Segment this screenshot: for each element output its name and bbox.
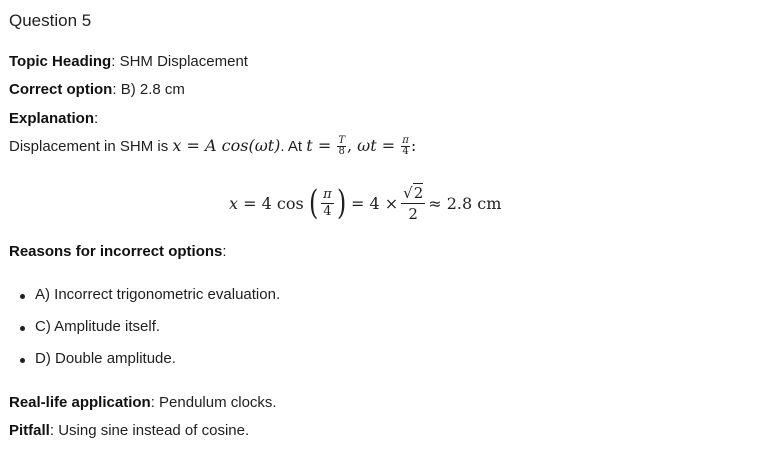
pitfall-line <box>9 421 249 441</box>
fraction-sqrt2-over-2: $\frac{√2}{2}$ <box>403 183 424 223</box>
application-separator: : <box>150 394 160 411</box>
explanation-text <box>9 136 416 157</box>
inline-equation-time: t = $\frac{T}{8}$ , ωt = $\frac{\pi}{4}$ : <box>306 135 417 157</box>
topic-value: SHM Displacement <box>119 53 248 70</box>
explanation-label: Explanation <box>9 110 95 127</box>
fraction-pi-over-4-display: $\frac{\pi}{4}$ <box>323 186 332 219</box>
reasons-heading <box>9 242 227 262</box>
correct-option-label: Correct option <box>9 81 113 98</box>
reasons-colon: : <box>222 243 227 260</box>
reasons-label: Reasons for incorrect options <box>9 243 223 260</box>
correct-option-value: B) 2.8 cm <box>120 81 185 98</box>
application-value: Pendulum clocks. <box>159 394 277 411</box>
explanation-prefix: Displacement in SHM is <box>9 138 169 155</box>
application-line <box>9 393 277 413</box>
right-paren: ) <box>336 183 346 223</box>
fraction-t-over-8: $\frac{T}{8}$ <box>338 135 345 157</box>
question-title: Question 5 <box>9 11 92 30</box>
left-paren: ( <box>308 183 319 223</box>
pitfall-value: Using sine instead of cosine. <box>58 422 250 439</box>
application-label: Real-life application <box>9 394 151 411</box>
fraction-pi-over-4: $\frac{\pi}{4}$ <box>402 135 409 157</box>
correct-option-line <box>9 80 185 100</box>
bullet-icon <box>20 326 25 331</box>
explanation-heading <box>9 109 98 129</box>
correct-separator: : <box>112 81 121 98</box>
approx-result: ≈ 2.8 cm <box>428 193 502 213</box>
topic-line <box>9 52 248 72</box>
bullet-icon <box>20 358 25 363</box>
topic-label: Topic Heading <box>9 53 112 70</box>
pitfall-label: Pitfall <box>9 422 50 439</box>
bullet-icon <box>20 294 25 299</box>
topic-separator: : <box>111 53 120 70</box>
inline-equation-displacement: x = A cos(ωt) <box>172 136 281 155</box>
display-equation: x = 4 cos ( $\frac{\pi}{4}$ ) = 4 × $\frac{√2}{2}$ ≈ 2.8 cm <box>229 183 502 223</box>
explanation-mid: . At <box>280 138 303 155</box>
explanation-colon: : <box>94 110 99 127</box>
pitfall-separator: : <box>49 422 59 439</box>
sqrt-2: √2 <box>403 183 424 202</box>
